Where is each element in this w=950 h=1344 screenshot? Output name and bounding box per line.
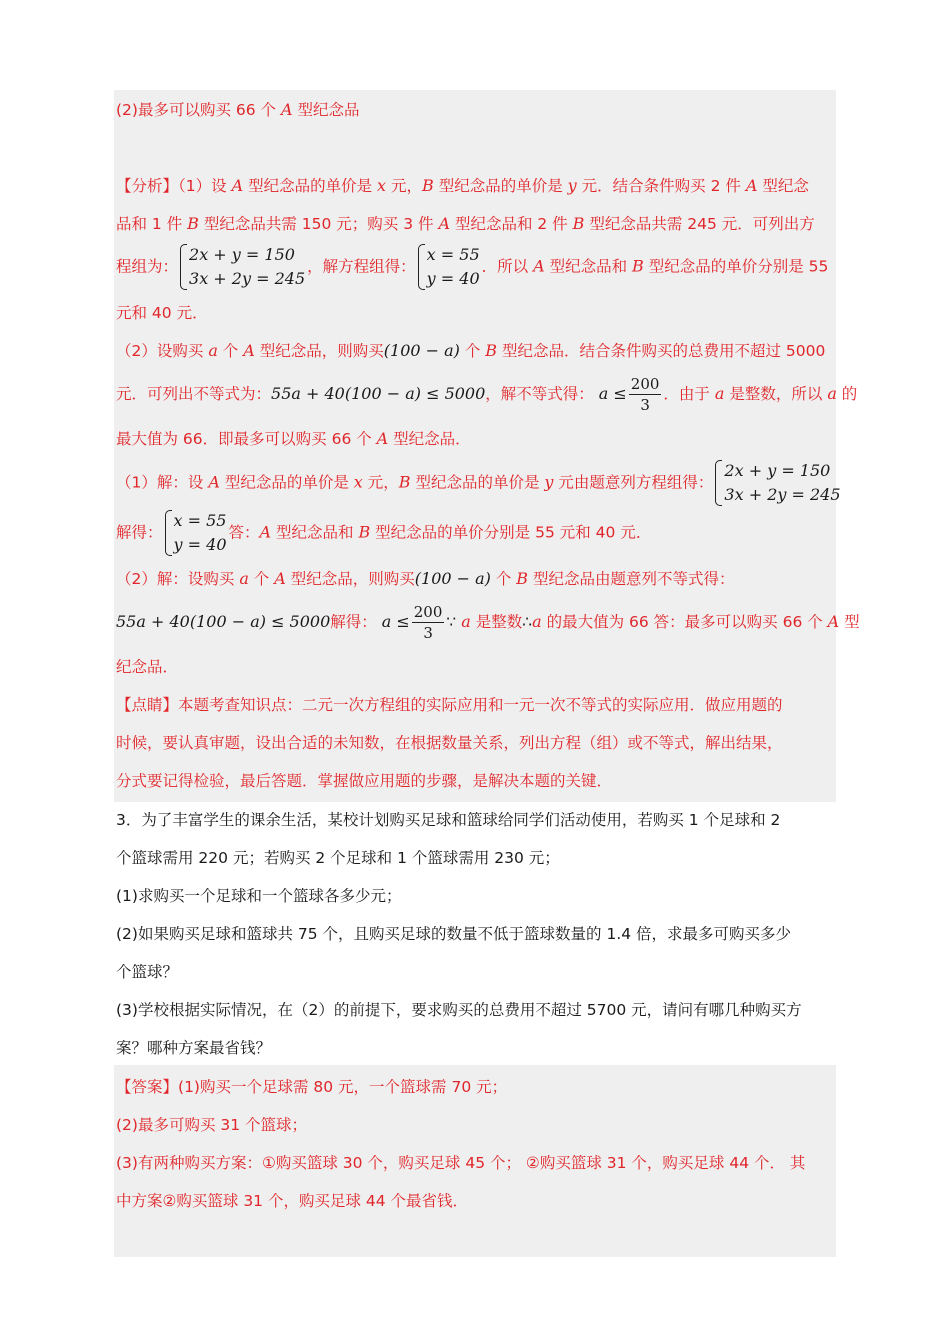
answer3-line-2: (2)最多可购买 31 个篮球； [116,1116,308,1134]
question3-line-2: 个篮球需用 220 元；若购买 2 个足球和 1 个篮球需用 230 元； [116,849,560,867]
solution-equation-system: 2x + y = 150 3x + 2y = 245 [715,459,840,507]
comment-line-1: 【点睛】本题考查知识点：二元一次方程组的实际应用和一元一次不等式的实际应用．做应用题的 [116,696,783,714]
analysis-line-2: 品和 1 件 B 型纪念品共需 150 元；购买 3 件 A 型纪念品和 2 件 B 型纪念品共需 245 元．可列出方 [116,214,815,233]
analysis-line-1: 【分析】（1）设 A 型纪念品的单价是 x 元，B 型纪念品的单价是 y 元．结合条件购买 2 件 A 型纪念 [116,176,809,195]
answer-tag: 【答案】 [116,1078,179,1096]
answer3-line-3: (3)有两种购买方案：①购买篮球 30 个，购买足球 45 个； ②购买篮球 31 个，购买足球 44 个． 其 [116,1154,806,1172]
question3-part-2b: 个篮球？ [116,963,179,981]
fraction-200-3: $\frac{200}{3}$ [630,375,660,414]
comment-line-3: 分式要记得检验，最后答题．掌握做应用题的步骤，是解决本题的关键． [116,772,613,790]
analysis-line-4: 元和 40 元． [116,304,208,322]
prev-answer-2: (2)最多可以购买 66 个 A 型纪念品 [116,100,360,119]
question3-part-2a: (2)如果购买足球和篮球共 75 个，且购买足球的数量不低于篮球数量的 1.4 倍，求最多可购买多少 [116,925,792,943]
solution-line-2: 解得： x = 55 y = 40 答：A 型纪念品和 B 型纪念品的单价分别是 55 元和 40 元． [116,509,651,557]
comment-line-2: 时候，要认真审题，设出合适的未知数，在根据数量关系，列出方程（组）或不等式，解出结果， [116,734,783,752]
solution-answer-system: x = 55 y = 40 [165,509,227,557]
question3-part-3b: 案？哪种方案最省钱？ [116,1039,272,1057]
analysis-line-5: （2）设购买 a 个 A 型纪念品，则购买(100 − a) 个 B 型纪念品．结合条件购买的总费用不超过 5000 [116,341,826,360]
question3-part-1: (1)求购买一个足球和一个篮球各多少元； [116,887,402,905]
analysis-line-7: 最大值为 66．即最多可以购买 66 个 A 型纪念品． [116,429,471,448]
equation-system: 2x + y = 150 3x + 2y = 245 [180,243,305,291]
question3-part-3a: (3)学校根据实际情况，在（2）的前提下，要求购买的总费用不超过 5700 元，请问有哪几种购买方 [116,1001,802,1019]
analysis-line-3: 程组为： 2x + y = 150 3x + 2y = 245 ，解方程组得： x = 55 y = 40 ．所以 A 型纪念品和 B 型纪念品的单价分别是 55 [116,243,828,291]
answer3-line-1: 【答案】(1)购买一个足球需 80 元，一个篮球需 70 元； [116,1078,508,1096]
solution-line-1: （1）解：设 A 型纪念品的单价是 x 元，B 型纪念品的单价是 y 元由题意列方程组得： 2x + y = 150 3x + 2y = 245 [116,459,843,507]
solution-line-4: 55a + 40(100 − a) ≤ 5000解得： a ≤ $\frac{200}{3}$ ∵ a 是整数∴a 的最大值为 66 答：最多可以购买 66 个 A 型 [116,603,860,642]
solution-line-5: 纪念品． [116,658,179,676]
comment-tag: 【点睛】 [116,696,179,714]
solution-line-3: （2）解：设购买 a 个 A 型纪念品，则购买(100 − a) 个 B 型纪念品由题意列不等式得： [116,569,735,588]
solution-fraction-200-3: $\frac{200}{3}$ [413,603,443,642]
solution-system: x = 55 y = 40 [418,243,480,291]
answer3-line-4: 中方案②购买篮球 31 个，购买足球 44 个最省钱． [116,1192,469,1210]
analysis-tag: 【分析】 [116,177,179,195]
analysis-line-6: 元．可列出不等式为：55a + 40(100 − a) ≤ 5000，解不等式得： a ≤ $\frac{200}{3}$ ．由于 a 是整数，所以 a 的 [116,375,858,414]
question3-line-1: 3．为了丰富学生的课余生活，某校计划购买足球和篮球给同学们活动使用，若购买 1 个足球和 2 [116,811,781,829]
